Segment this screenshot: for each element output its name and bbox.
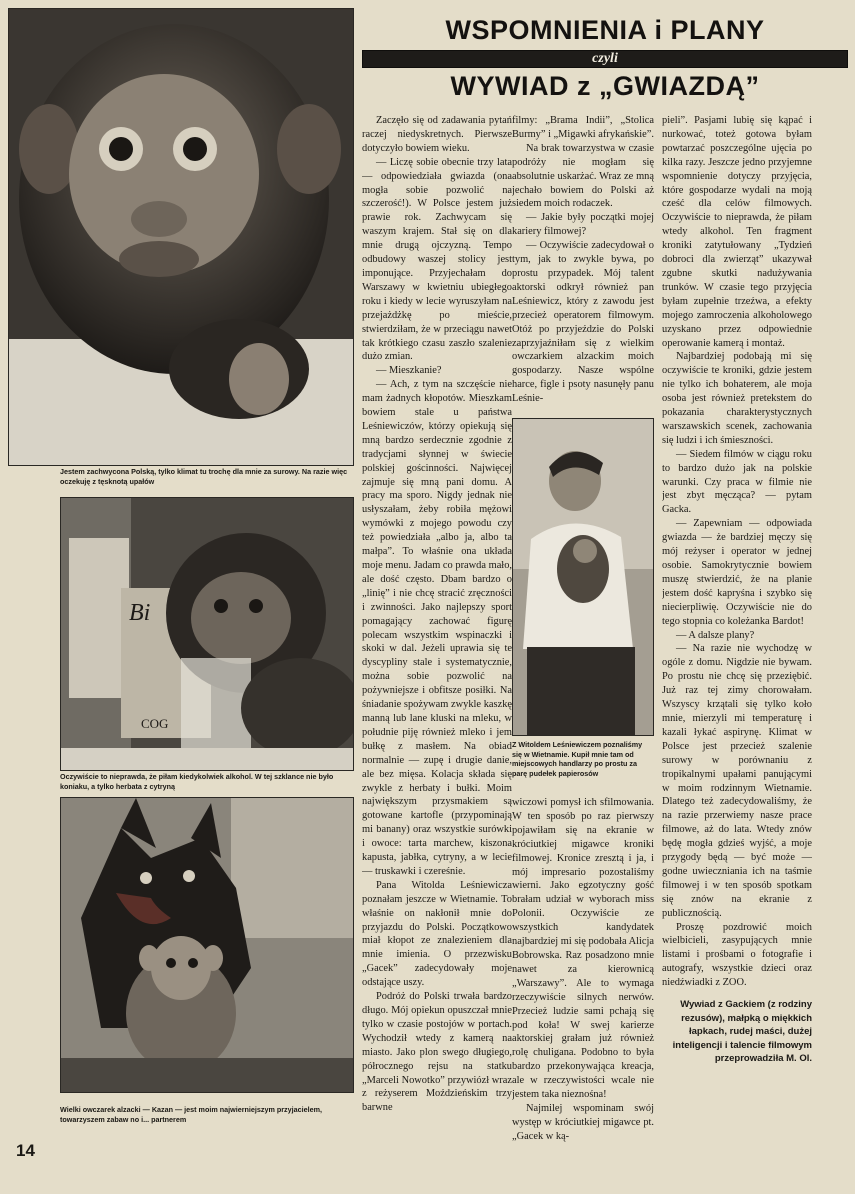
paragraph: — Zapewniam — odpowiada gwiazda — że bardziej męczy się mój reżyser i operator w jednej osobie. Samokrytycznie bowiem muszę stwierdzić, że na planie jestem dość kapryśna i szybko się niecierpliwię. Oczywiście nie do tego stopnia co koleżanka Bardot!	[662, 518, 812, 627]
headline-line-2: WYWIAD z „GWIAZDĄ”	[450, 71, 760, 101]
interview-signoff: Wywiad z Gackiem (z rodziny rezusów), małpką o miękkich łapkach, rudej maści, dużej inteligencji i talencie filmowym przeprowadziła M. Ol.	[672, 999, 812, 1065]
article-column-1	[362, 114, 512, 1184]
paragraph: Najmilej wspominam swój występ w króciutkiej migawce pt. „Gacek w ką-	[512, 1102, 654, 1142]
bottle-label-2: COG	[141, 716, 169, 731]
paragraph: — A dalsze plany?	[676, 629, 755, 641]
article-column-2-bottom	[512, 796, 654, 1186]
paragraph: Najbardziej podobają mi się oczywiście te kroniki, gdzie jestem nie tylko ich bohaterem, ale moja osoba jest również pretekstem do pokazania charakterystycznych warszawskich scenek, zachowania się ludzi i ich śmieszności.	[662, 351, 812, 446]
paragraph: Podróż do Polski trwała bardzo długo. Mój opiekun opuszczał mnie tylko w czasie postojów w portach. Wychodził wtedy z kamerą na miasto. Jako plon swego długiego, półrocznego rejsu na statku „Marceli Nowotko” przywiózł wraz z reżyserem Moździeńskim trzy barwne	[362, 991, 512, 1114]
man-with-monkey-illustration	[513, 419, 653, 735]
headline-connector: czyli	[592, 51, 618, 66]
paragraph: — Na razie nie wychodzę w ogóle z domu. Nigdzie nie bywam. Po prostu nie chcę się przeziębić. Już raz tej zimy chorowałam. Wszyscy krzątali się tylko koło mnie, mierzyli mi temperaturę i kazali łykać aspirynę. Klimat w Polsce jest przecież szalenie surowy w porównaniu z tropikalnymi upałami panującymi w moim rodzinnym Wietnamie. Dlatego też zadecydowaliśmy, że na razie przerwiemy nasze prace filmowe, aż do lata. Wtedy znów będę mogła gdzieś wyjść, a moje przygody będą — być może — godne uwieczniania ich na taśmie filmowej i w ten sposób spotkam się znów na ekranie z publicznością.	[662, 643, 812, 919]
paragraph: Pana Witolda Leśniewicza poznałam jeszcze w Wietnamie. To właśnie on nakłonił mnie do przyjazdu do Polski. Początkowo miał kłopot ze znalezieniem dla mnie imienia. O przezwisku „Gacek” zadecydowały moje odstające uszy.	[362, 879, 512, 989]
paragraph: filmy: „Brama Indii”, „Stolica Burmy” i „Migawki afrykańskie”.	[512, 115, 654, 140]
paragraph: — Oczywiście zadecydował o tym, jak to zwykle bywa, po prostu przypadek. Mój talent aktorski odkrył również pan Leśniewicz, który z zawodu jest przecież operatorem filmowym. Otóż po przyjeździe do Polski zaprzyjaźniłam się z wielkim owczarkiem alzackim moich gospodarzy. Nasze wspólne harce, figle i psoty nasunęły panu Leśnie-	[512, 240, 654, 405]
paragraph: — Ach, z tym na szczęście nie mam żadnych kłopotów. Mieszkam bowiem stale u państwa Leśniewiczów, którzy opiekują się mną bardzo serdecznie zgodnie z tradycjami słynnej w świecie polskiej gościnności. Najwięcej zajmuje się mną pani domu. A pracy ma sporo. Nigdy jednak nie usłyszałam, żeby robiła mężowi wymówki z mojego powodu czy też powiedziała „albo ja, albo ta małpa”. To właśnie ona układa moje menu. Jadam co prawda mało, ale dość często. Dbam bardzo o „linię” i nie chcę stracić zręczności i zwinności. Jako najlepszy sport pomagający zachować figurę polecam wszystkim wspinaczki i skoki w dal. Jeżeli uprawia się te dyscypliny stale i systematycznie, można sobie pozwolić na pożywniejsze i obfitsze posiłki. Na śniadanie spożywam zwykle kaszkę manną lub lane kluski na mleku, w południe piję również mleko i jem bułkę z masłem. Na obiad normalnie — zupę i drugie danie, ale bez mięsa. Kolacja składa się zwykle z herbaty i bułki. Moim największym przysmakiem są gotowane kartofle (przypominają mi banany) oraz wszystkie surówki i owoce: tarta marchew, kiszona kapusta, jabłka, cytryny, a w lecie — truskawki i czereśnie.	[362, 379, 512, 877]
paragraph: Proszę pozdrowić moich wielbicieli, zasypujących mnie listami i prośbami o fotografie i autografy, wszystkie dzieci oraz niedźwiadki z ZOO.	[662, 921, 812, 989]
headline-connector-band	[362, 50, 848, 68]
paragraph: — Jakie były początki mojej kariery filmowej?	[512, 212, 654, 238]
paragraph: pieli”. Pasjami lubię się kąpać i nurkować, toteż gotowa byłam powtarzać poszczególne ujęcia po kilka razy. Jeszcze jedno przyjemne wspomnienie dotyczy przyjęcia, które gospodarze wydali na moją cześć dla celów filmowych. Oczywiście to nieprawda, że piłam wtedy alkohol. Ten fragment kroniki zatytułowany „Tydzień dobroci dla zwierząt” ukazywał zgubne skutki nadużywania trunków. W czasie tego przyjęcia byłam zupełnie trzeźwa, a efekty mojego zamroczenia alkoholowego uzyskano przez odpowiednie operowanie kamerą i montaż.	[662, 115, 812, 349]
paragraph: Na brak towarzystwa w czasie podróży nie mogłam się absolutnie uskarżać. Wraz ze mną jechało bowiem do Polski aż siedem moich rodaczek.	[512, 142, 654, 210]
dog-and-monkey-illustration	[61, 798, 353, 1092]
photo-dog-and-monkey	[60, 797, 354, 1093]
photo-monkey-drinking	[60, 497, 354, 771]
page-number: 14	[16, 1141, 35, 1160]
caption-monkey-drinking: Oczywiście to nieprawda, że piłam kiedykolwiek alkohol. W tej szklance nie było koniaku, a tylko herbata z cytryną	[60, 772, 334, 791]
bottle-label-1: Bi	[129, 600, 151, 626]
caption-man-with-monkey: Z Witoldem Leśniewiczem poznaliśmy się w Wietnamie. Kupił mnie tam od miejscowych handlarzy po prostu za parę pudełek papierosów	[512, 740, 643, 778]
monkey-drinking-illustration	[61, 498, 353, 770]
caption-monkey-portrait: Jestem zachwycona Polską, tylko klimat tu trochę dla mnie za surowy. Na razie więc oczekuję z tęsknotą upałów	[60, 467, 348, 486]
monkey-portrait-illustration	[9, 9, 353, 465]
paragraph: Zaczęło się od zadawania pytań raczej niedyskretnych. Pierwsze dotyczyło bowiem wieku.	[362, 115, 512, 154]
caption-dog-and-monkey: Wielki owczarek alzacki — Kazan — jest moim najwierniejszym przyjacielem, towarzyszem zabaw no i... partnerem	[60, 1105, 322, 1124]
paragraph: wiczowi pomysł ich sfilmowania. W ten sposób po raz pierwszy pojawiłam się na ekranie w króciutkiej migawce kroniki filmowej. Kronice zresztą i ja, i mój impresario pozostaliśmy wierni. Jako egzotyczny gość brałam udział w wyborach miss Polonii. Oczywiście ze wszystkich kandydatek najbardziej mi się podobała Alicja Bobrowska. Raz posadzono mnie nawet za kierownicą „Warszawy”. Ale to wymaga rzeczywiście silnych nerwów. Przecież ludzie sami pchają się pod koła! W swej karierze aktorskiej grałam już również rolę chuligana. Podobno to była bardzo przekonywająca kreacja, ale w rzeczywistości wcale nie jestem taka nieznośna!	[512, 797, 654, 1101]
paragraph: — Mieszkanie?	[376, 365, 442, 377]
photo-man-with-monkey	[512, 418, 654, 736]
article-column-3	[662, 114, 812, 1184]
article-column-2-top	[512, 114, 654, 414]
paragraph: — Liczę sobie obecnie trzy lata — odpowiedziała gwiazda (ona mogła sobie pozwolić na szczerość!). W Polsce jestem już prawie rok. Zachwycam się waszym krajem. Stał się on dla mnie drugą ojczyzną. Tempo odbudowy waszej stolicy jest imponujące. Przyjechałam do Warszawy w kwietniu ubiegłego roku i kiedy w lecie wyruszyłam na przejażdżkę po mieście, stwierdziłam, że w przeciągu nawet tak krótkiego czasu zaszło szalenie dużo zmian.	[362, 156, 512, 363]
photo-monkey-portrait	[8, 8, 354, 466]
paragraph: — Siedem filmów w ciągu roku to bardzo dużo jak na polskie warunki. Czy praca w filmie nie jest zbyt męcząca? — pytam Gacka.	[662, 448, 812, 516]
headline-line-1: WSPOMNIENIA i PLANY	[445, 15, 765, 45]
